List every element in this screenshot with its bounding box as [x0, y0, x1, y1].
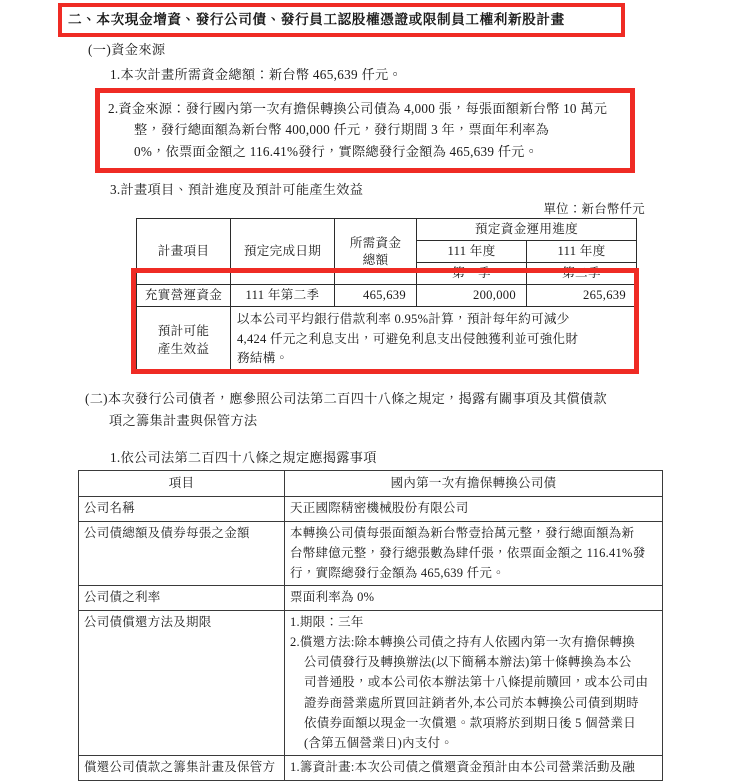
- bond-value-line: 依債券面額以現金一次償還。款項將於到期日後 5 個營業日: [304, 715, 637, 730]
- section-heading-redbox: [58, 3, 625, 37]
- table-row: [79, 756, 663, 780]
- th-total-amount-line1: 所需資金: [349, 235, 402, 250]
- funding-source-line-1: 2.資金來源：發行國內第一次有擔保轉換公司債為 4,000 張，每張面額新台幣 10 萬元: [108, 101, 608, 116]
- bond-table-container: [78, 470, 662, 781]
- funding-source-line-2: 整，發行總面額為新台幣 400,000 仟元，發行期間 3 年，票面年利率為: [134, 122, 550, 138]
- subsection-b-line-1: (二)本次發行公司債者，應參照公司法第二百四十八條之規定，揭露有關事項及其償債款: [85, 391, 607, 406]
- th-total-amount: [335, 219, 417, 285]
- bond-value-line: 司普通股，或本公司依本辦法第十八條提前贖回，或本公司由: [304, 675, 649, 690]
- plan-items-label: 3.計畫項目、預計進度及預計可能產生效益: [110, 182, 364, 197]
- bond-value-line: 1.籌資計畫:本次公司債之償還資金預計由本公司營業活動及融: [290, 760, 636, 775]
- th-period2-quarter: 第二季: [527, 263, 637, 285]
- bond-value-line: 公司債發行及轉換辦法(以下簡稱本辦法)第十條轉換為本公: [304, 655, 632, 669]
- table-row: [79, 497, 663, 521]
- plan-table-header-row-1: [137, 219, 637, 241]
- bond-row-label-company-name: 公司名稱: [79, 497, 285, 521]
- currency-unit-note: 單位：新台幣仟元: [543, 202, 645, 216]
- th-due-date: 預定完成日期: [231, 219, 335, 285]
- benefit-line-1: 以本公司平均銀行借款利率 0.95%計算，預計每年約可減少: [237, 312, 570, 326]
- th-period1-quarter: 第一季: [417, 263, 527, 285]
- th-progress-group: 預定資金運用進度: [417, 219, 637, 241]
- section-heading-text: 二、本次現金增資、發行公司債、發行員工認股權憑證或限制員工權利新股計畫: [68, 12, 565, 27]
- bond-value-line: 票面利率為 0%: [290, 590, 375, 605]
- td-due-date: 111 年第二季: [231, 285, 335, 307]
- funding-source-redbox: [95, 88, 635, 173]
- td-benefit-label-line1: 預計可能: [157, 323, 210, 338]
- funding-total-item: 1.本次計畫所需資金總額：新台幣 465,639 仟元。: [110, 67, 402, 82]
- bond-row-value-repayment: [285, 610, 663, 756]
- bond-row-label-funding-plan: 償還公司債款之籌集計畫及保管方: [79, 756, 285, 780]
- plan-table-container: [136, 218, 636, 374]
- subsection-b-paragraph: [85, 388, 607, 432]
- bond-row-value-total-amount: [285, 521, 663, 586]
- bond-row-value-funding-plan: [285, 756, 663, 780]
- plan-table-data-row: [137, 285, 637, 307]
- bond-detail-table: [78, 470, 663, 781]
- bond-value-line: 行，實際總發行金額為 465,639 仟元。: [290, 566, 505, 580]
- bond-value-line: 天正國際精密機械股份有限公司: [290, 501, 469, 516]
- bond-value-line: 台幣肆億元整，發行總張數為肆仟張，依票面金額之 116.41%發: [290, 545, 646, 560]
- subsection-a-label: (一)資金來源: [88, 42, 166, 57]
- benefit-line-2: 4,424 仟元之利息支出，可避免利息支出侵蝕獲利並可強化財: [237, 331, 579, 346]
- th-period2-year: 111 年度: [527, 241, 637, 263]
- table-row: [79, 586, 663, 610]
- bond-value-line: 本轉換公司債每張面額為新台幣壹拾萬元整，發行總面額為新: [290, 525, 635, 540]
- td-benefit-label: [137, 307, 231, 374]
- benefit-line-3: 務結構。: [237, 351, 289, 366]
- td-project: 充實營運資金: [137, 285, 231, 307]
- td-period1-amount: 200,000: [417, 285, 527, 307]
- bond-value-line: 1.期限：三年: [290, 614, 364, 629]
- td-period2-amount: 265,639: [527, 285, 637, 307]
- td-total-amount: 465,639: [335, 285, 417, 307]
- bond-row-label-repayment: 公司債償還方法及期限: [79, 610, 285, 756]
- bond-value-line: 2.償還方法:除本轉換公司債之持有人依國內第一次有擔保轉換: [290, 634, 636, 649]
- plan-table-benefit-row: [137, 307, 637, 374]
- th-bond-name: 國內第一次有擔保轉換公司債: [285, 471, 663, 497]
- funding-source-line-3: 0%，依票面金額之 116.41%發行，實際總發行金額為 465,639 仟元。: [134, 143, 539, 159]
- table-row: [79, 610, 663, 756]
- th-period1-year: 111 年度: [417, 241, 527, 263]
- td-benefit-label-line2: 產生效益: [157, 341, 210, 356]
- td-benefit-text: [231, 307, 637, 374]
- subsection-b-line-2: 項之籌集計畫與保管方法: [109, 412, 258, 428]
- table-row: [79, 521, 663, 586]
- th-total-amount-line2: 總額: [362, 252, 389, 267]
- bond-table-header-row: [79, 471, 663, 497]
- bond-value-line: (含第五個營業日)內支付。: [304, 736, 454, 750]
- disclosure-items-label: 1.依公司法第二百四十八條之規定應揭露事項: [110, 450, 377, 465]
- th-project: 計畫項目: [137, 219, 231, 285]
- bond-row-value-company-name: [285, 497, 663, 521]
- bond-row-label-interest-rate: 公司債之利率: [79, 586, 285, 610]
- bond-row-value-interest-rate: [285, 586, 663, 610]
- plan-table: [136, 218, 637, 374]
- th-bond-item: 項目: [79, 471, 285, 497]
- bond-row-label-total-amount: 公司債總額及債券每張之金額: [79, 521, 285, 586]
- bond-value-line: 證券商營業處所買回註銷者外,本公司於本轉換公司債到期時: [304, 695, 639, 710]
